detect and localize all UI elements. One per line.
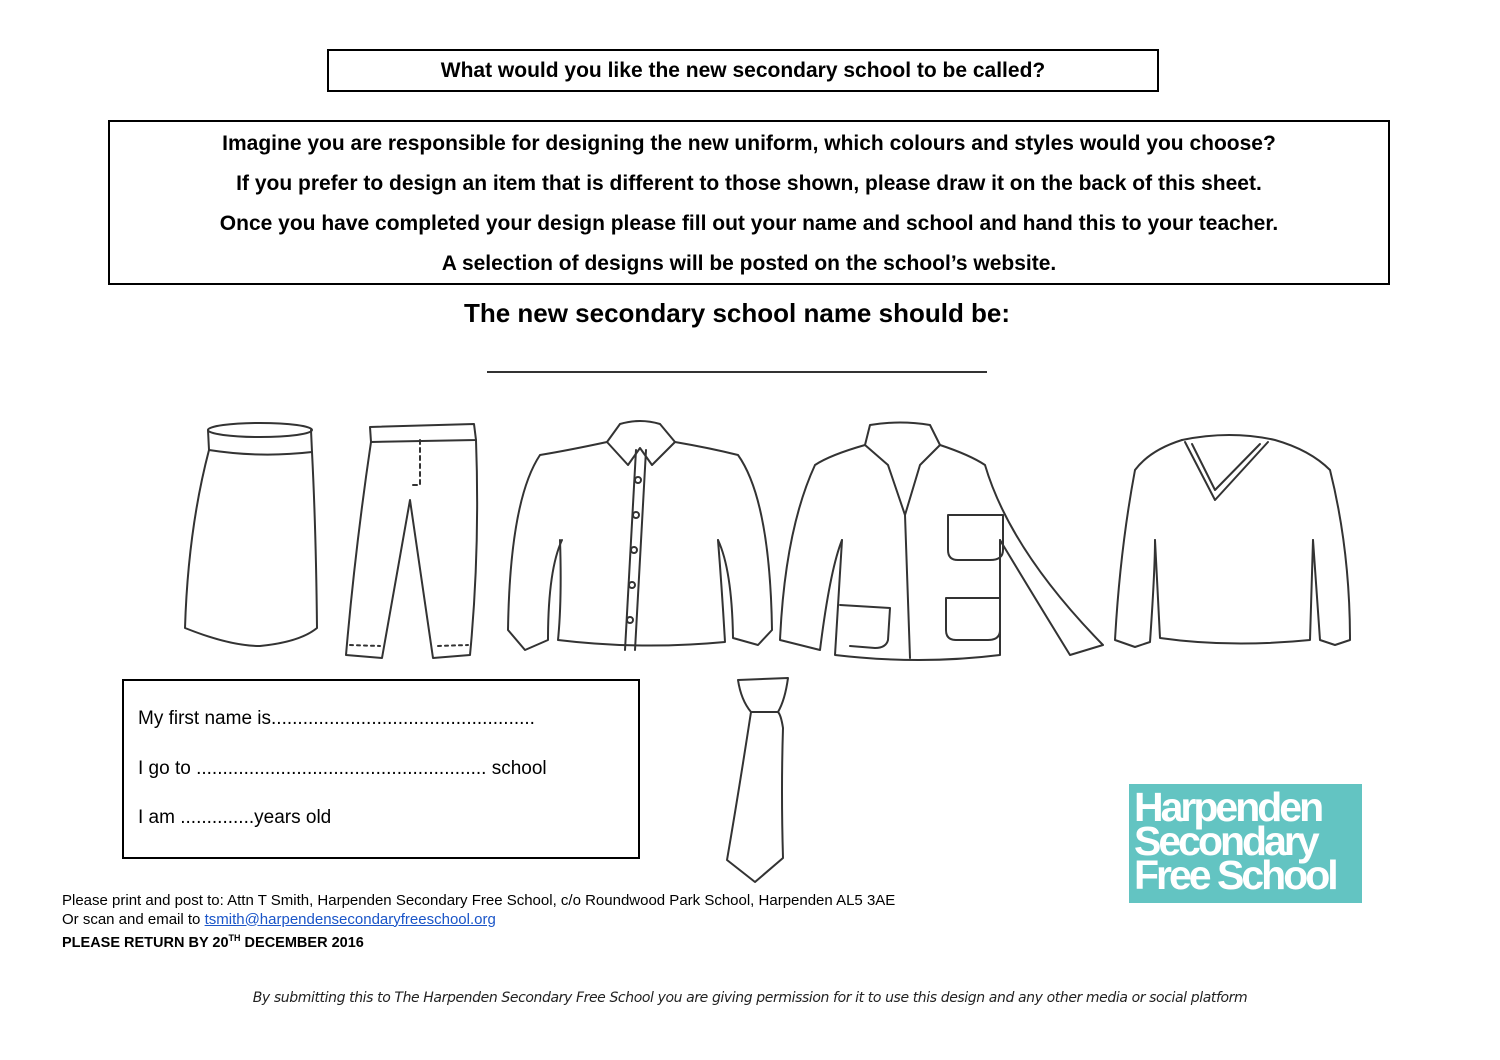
return-suffix: DECEMBER 2016 bbox=[240, 934, 364, 951]
trousers-icon bbox=[346, 424, 477, 658]
instruction-line: If you prefer to design an item that is different to those shown, please draw it on the back of this sheet. bbox=[236, 172, 1262, 195]
instruction-line: A selection of designs will be posted on the school’s website. bbox=[441, 252, 1057, 275]
question-text: What would you like the new secondary school to be called? bbox=[440, 58, 1046, 82]
tie-icon bbox=[715, 670, 805, 885]
shirt-icon bbox=[508, 421, 772, 650]
school-name-answer-line[interactable] bbox=[487, 371, 987, 373]
email-link[interactable]: tsmith@harpendensecondaryfreeschool.org bbox=[204, 910, 496, 928]
garment-drawings bbox=[170, 410, 1370, 670]
return-sup: TH bbox=[228, 933, 241, 943]
blazer-icon bbox=[780, 423, 1103, 661]
postal-address: Please print and post to: Attn T Smith, Harpenden Secondary Free School, c/o Roundwood Park School, Harpenden AL5 3AE bbox=[62, 892, 896, 909]
age-field[interactable]: I am ..............years old bbox=[138, 807, 332, 828]
email-line bbox=[62, 911, 895, 930]
instructions-box bbox=[108, 120, 1390, 285]
student-details-form bbox=[122, 679, 640, 859]
return-instructions bbox=[62, 892, 895, 952]
logo-line: Free School bbox=[1134, 852, 1336, 898]
permission-disclaimer: By submitting this to The Harpenden Secondary Free School you are giving permission for it to use this design and any other media or social platform bbox=[252, 990, 1248, 1006]
return-prefix: PLEASE RETURN BY 20 bbox=[62, 934, 229, 951]
school-field[interactable]: I go to ....................................................... school bbox=[138, 758, 547, 779]
return-deadline bbox=[62, 929, 895, 952]
logo-line: Secondary bbox=[1134, 818, 1317, 864]
skirt-icon bbox=[185, 423, 317, 646]
first-name-field[interactable]: My first name is.................................................. bbox=[138, 708, 535, 729]
logo-line: Harpenden bbox=[1134, 784, 1322, 830]
jumper-icon bbox=[1115, 435, 1350, 647]
email-prefix: Or scan and email to bbox=[62, 910, 205, 928]
instruction-line: Imagine you are responsible for designing the new uniform, which colours and styles would you choose? bbox=[222, 132, 1276, 155]
question-box bbox=[327, 49, 1159, 92]
school-name-heading: The new secondary school name should be: bbox=[463, 298, 1011, 328]
school-logo bbox=[1129, 784, 1362, 903]
instruction-line: Once you have completed your design please fill out your name and school and hand this to your teacher. bbox=[219, 212, 1279, 235]
